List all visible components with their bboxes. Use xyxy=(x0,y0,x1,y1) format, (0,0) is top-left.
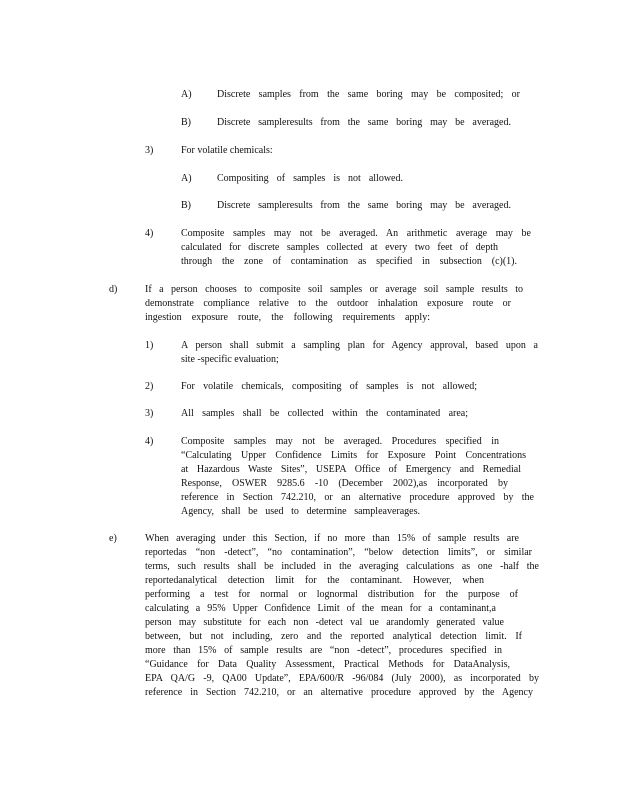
section-e-label: e) xyxy=(109,533,117,544)
line: through the zone of contamination as specified in subsection (c)(1). xyxy=(181,256,517,267)
item-d2-label: 2) xyxy=(145,381,154,392)
line: ingestion exposure route, the following requirements apply: xyxy=(145,312,430,323)
line: reportedas “non -detect”, “no contamination”, “below detection limits”, or similar xyxy=(145,547,532,558)
line: between, but not including, zero and the reported analytical detection limit. If xyxy=(145,631,522,642)
line: terms, such results shall be included in the averaging calculations as one -half the xyxy=(145,561,539,572)
line: All samples shall be collected within the contaminated area; xyxy=(181,408,468,419)
line: For volatile chemicals: xyxy=(181,145,273,156)
line: Discrete sampleresults from the same boring may be averaged. xyxy=(217,117,511,128)
line: “Guidance for Data Quality Assessment, Practical Methods for DataAnalysis, xyxy=(145,659,510,670)
line: Discrete samples from the same boring may be composited; or xyxy=(217,89,520,100)
item-d1-label: 1) xyxy=(145,340,154,351)
item-2a-text xyxy=(217,88,520,102)
item-d2-text xyxy=(181,380,477,394)
item-2b-label: B) xyxy=(181,117,191,128)
line: calculating a 95% Upper Confidence Limit of the mean for a contaminant,a xyxy=(145,603,496,614)
line: If a person chooses to composite soil samples or average soil sample results to xyxy=(145,284,523,295)
line: EPA QA/G -9, QA00 Update”, EPA/600/R -96/084 (July 2000), as incorporated by xyxy=(145,673,539,684)
item-4-label: 4) xyxy=(145,228,154,239)
line: person may substitute for each non -detect val ue arandomly generated value xyxy=(145,617,504,628)
line: reference in Section 742.210, or an alternative procedure approved by the xyxy=(181,492,534,503)
item-3-text xyxy=(181,144,291,158)
item-3b-label: B) xyxy=(181,200,191,211)
item-2b-text xyxy=(217,116,511,130)
line: Composite samples may not be averaged. Procedures specified in xyxy=(181,436,499,447)
line: Discrete sampleresults from the same boring may be averaged. xyxy=(217,200,511,211)
item-d4-text xyxy=(181,435,534,519)
line: performing a test for normal or lognormal distribution for the purpose of xyxy=(145,589,518,600)
item-4-text xyxy=(181,227,531,269)
line: When averaging under this Section, if no more than 15% of sample results are xyxy=(145,533,519,544)
section-e-text xyxy=(145,532,539,700)
item-2a-label: A) xyxy=(181,89,192,100)
line: A person shall submit a sampling plan for Agency approval, based upon a xyxy=(181,340,538,351)
item-d3-label: 3) xyxy=(145,408,154,419)
line: For volatile chemicals, compositing of samples is not allowed; xyxy=(181,381,477,392)
item-3a-text xyxy=(217,172,403,186)
line: site -specific evaluation; xyxy=(181,354,279,365)
item-3a-label: A) xyxy=(181,173,192,184)
line: reportedanalytical detection limit for the contaminant. However, when xyxy=(145,575,484,586)
item-3-label: 3) xyxy=(145,145,154,156)
line: demonstrate compliance relative to the outdoor inhalation exposure route or xyxy=(145,298,511,309)
line: reference in Section 742.210, or an alternative procedure approved by the Agency xyxy=(145,687,533,698)
section-d-label: d) xyxy=(109,284,118,295)
line: at Hazardous Waste Sites”, USEPA Office of Emergency and Remedial xyxy=(181,464,521,475)
section-d-text xyxy=(145,283,523,325)
line: Agency, shall be used to determine sampleaverages. xyxy=(181,506,420,517)
item-d3-text xyxy=(181,407,468,421)
line: “Calculating Upper Confidence Limits for Exposure Point Concentrations xyxy=(181,450,526,461)
item-d4-label: 4) xyxy=(145,436,154,447)
line: Composite samples may not be averaged. An arithmetic average may be xyxy=(181,228,531,239)
line: Response, OSWER 9285.6 -10 (December 2002),as incorporated by xyxy=(181,478,508,489)
line: calculated for discrete samples collected at every two feet of depth xyxy=(181,242,498,253)
item-3b-text xyxy=(217,199,511,213)
item-d1-text xyxy=(181,339,538,367)
line: more than 15% of sample results are “non -detect”, procedures specified in xyxy=(145,645,502,656)
line: Compositing of samples is not allowed. xyxy=(217,173,403,184)
